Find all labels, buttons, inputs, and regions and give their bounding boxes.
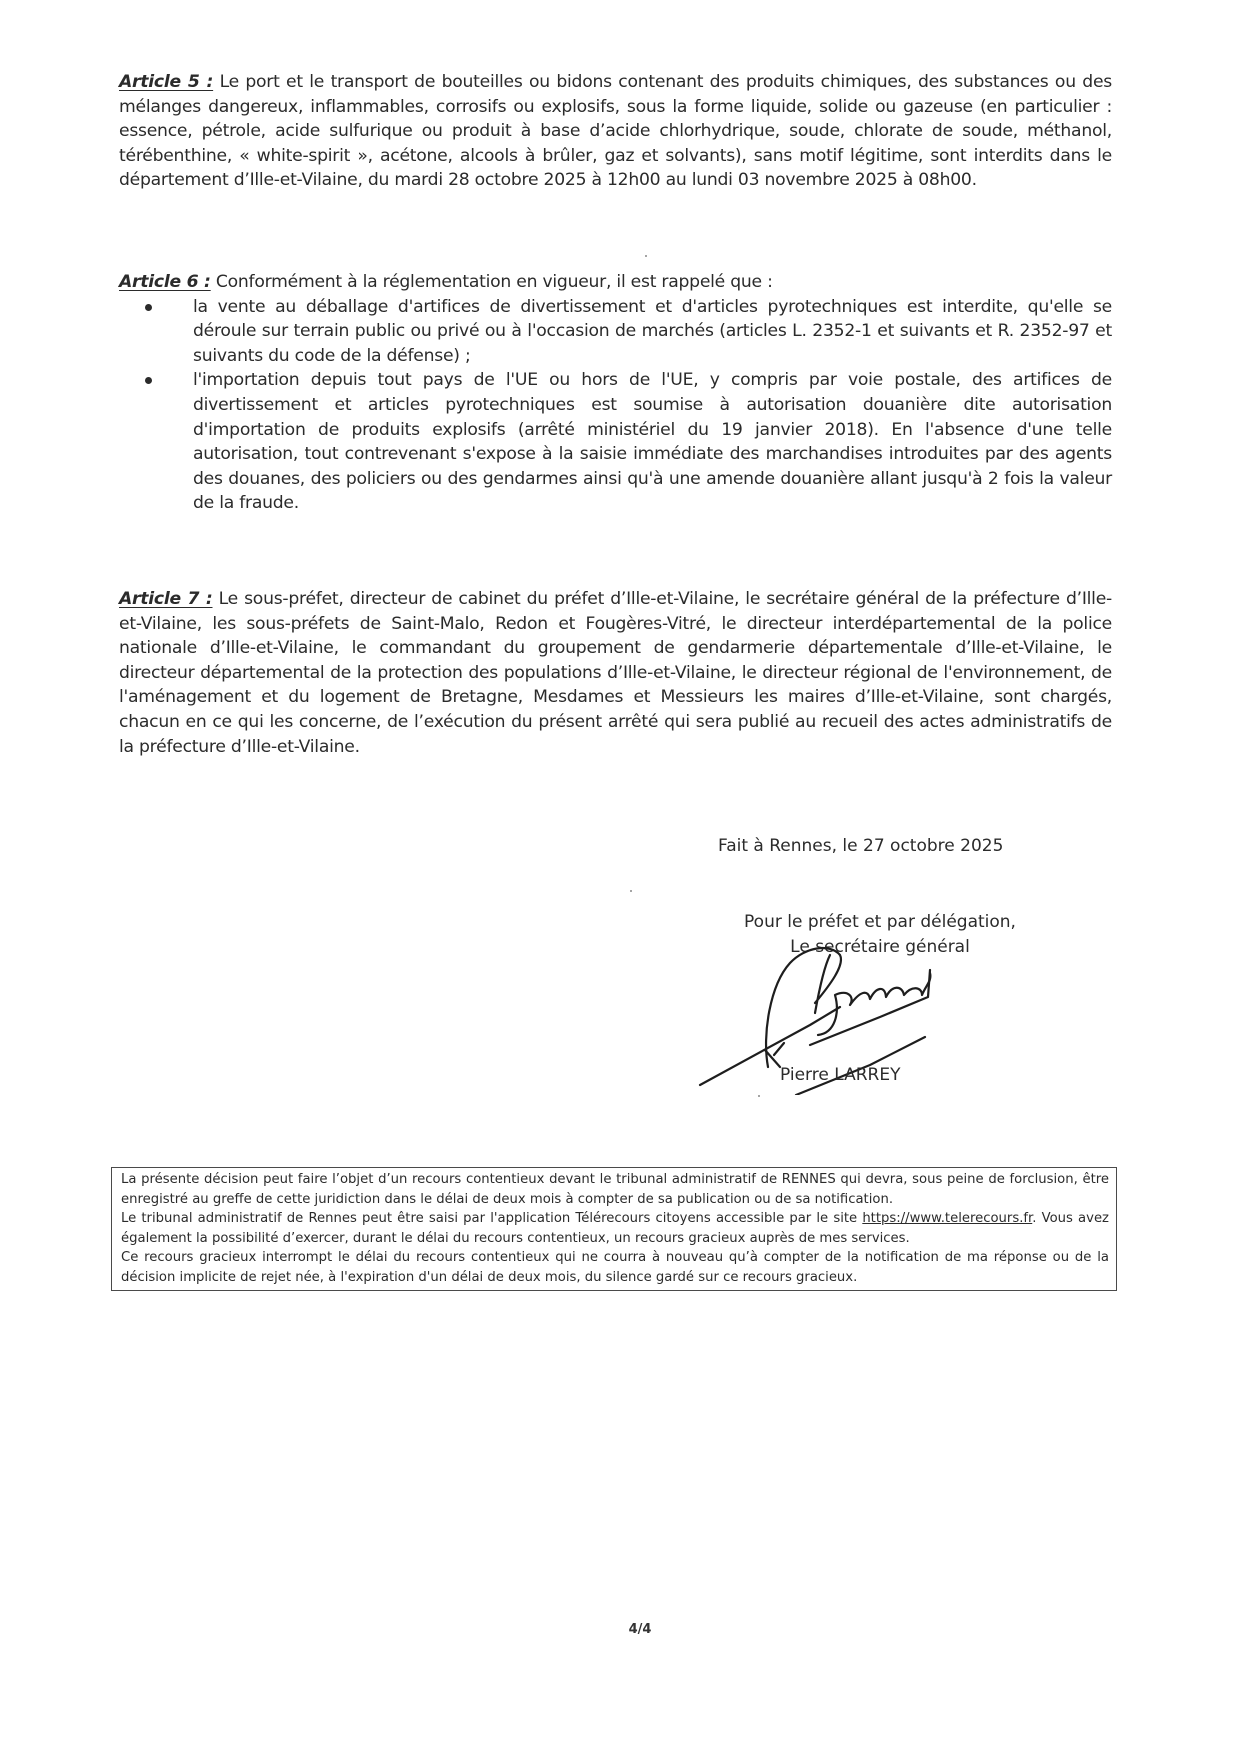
page-number: 4/4	[628, 1622, 652, 1637]
bullet-icon	[145, 304, 152, 311]
bullet-text: l'importation depuis tout pays de l'UE ou hors de l'UE, y compris par voie postale, des artifices de divertissement et articles pyrotechniques est soumise à autorisation douanière dite autorisation d'importation de produits explosifs (arrêté ministériel du 19 janvier 2018). En l'absence d'une telle autorisation, tout contrevenant s'expose à la saisie immédiate des marchandises introduites par des agents des douanes, des policiers ou des gendarmes ainsi qu'à une amende douanière allant jusqu'à 2 fois la valeur de la fraude.	[193, 370, 1112, 514]
recours-notice-box	[111, 1167, 1117, 1291]
article-7-text: Le sous-préfet, directeur de cabinet du préfet d’Ille-et-Vilaine, le secrétaire général de la préfecture d’Ille-et-Vilaine, les sous-préfets de Saint-Malo, Redon et Fougères-Vitré, le directeur interdépartemental de la police nationale d’Ille-et-Vilaine, le commandant du groupement de gendarmerie départementale d’Ille-et-Vilaine, le directeur départemental de la protection des populations d’Ille-et-Vilaine, le directeur régional de l'environnement, de l'aménagement et du logement de Bretagne, Mesdames et Messieurs les maires d’Ille-et-Vilaine, sont chargés, chacun en ce qui les concerne, de l’exécution du présent arrêté qui sera publié au recueil des actes administratifs de la préfecture d’Ille-et-Vilaine.	[119, 589, 1112, 757]
bullet-icon	[145, 377, 152, 384]
scan-speck	[630, 890, 632, 892]
article-6	[119, 270, 1112, 516]
signatory-title: Le secrétaire général	[790, 937, 970, 957]
recours-paragraph: La présente décision peut faire l’objet d’un recours contentieux devant le tribunal administratif de RENNES qui devra, sous peine de forclusion, être enregistré au greffe de cette juridiction dans le délai de deux mois à compter de sa publication ou de sa notification.	[121, 1172, 1109, 1207]
article-6-bullet-list	[119, 295, 1112, 516]
article-6-text: Conformément à la réglementation en vigueur, il est rappelé que :	[210, 272, 773, 292]
article-7-paragraph	[119, 587, 1112, 759]
recours-text: . Vous avez également la possibilité d’exercer, durant le délai du recours contentieux, un recours gracieux auprès de mes services.	[121, 1211, 1109, 1246]
article-5-text: Le port et le transport de bouteilles ou bidons contenant des produits chimiques, des substances ou des mélanges dangereux, inflammables, corrosifs ou explosifs, sous la forme liquide, solide ou gazeuse (en particulier : essence, pétrole, acide sulfurique ou produit à base d’acide chlorhydrique, soude, chlorate de soude, méthanol, térébenthine, « white-spirit », acétone, alcools à brûler, gaz et solvants), sans motif légitime, sont interdits dans le département d’Ille-et-Vilaine, du mardi 28 octobre 2025 à 12h00 au lundi 03 novembre 2025 à 08h00.	[119, 72, 1112, 191]
article-5-label: Article 5 :	[119, 72, 214, 92]
article-7-label: Article 7 :	[119, 589, 213, 609]
list-item	[193, 368, 1112, 516]
scan-speck	[758, 1095, 760, 1097]
article-5-paragraph	[119, 70, 1112, 193]
bullet-text: la vente au déballage d'artifices de divertissement et d'articles pyrotechniques est interdite, qu'elle se déroule sur terrain public ou privé ou à l'occasion de marchés (articles L. 2352-1 et suivants et R. 2352-97 et suivants du code de la défense) ;	[193, 296, 1112, 366]
article-6-intro	[119, 270, 1112, 295]
article-7	[119, 587, 1112, 759]
article-5	[119, 70, 1112, 193]
telerecours-link[interactable]: https://www.telerecours.fr	[862, 1211, 1033, 1226]
place-and-date: Fait à Rennes, le 27 octobre 2025	[718, 836, 1004, 856]
list-item	[193, 295, 1112, 369]
recours-paragraph	[121, 1209, 1109, 1248]
signatory-name: Pierre LARREY	[780, 1065, 901, 1085]
delegation-line: Pour le préfet et par délégation,	[744, 912, 1016, 932]
scan-speck	[645, 255, 647, 257]
recours-paragraph: Ce recours gracieux interrompt le délai du recours contentieux qui ne courra à nouveau qu’à compter de la notification de ma réponse ou de la décision implicite de rejet née, à l'expiration d'un délai de deux mois, du silence gardé sur ce recours gracieux.	[121, 1250, 1109, 1285]
article-6-label: Article 6 :	[119, 272, 211, 292]
recours-text: Le tribunal administratif de Rennes peut être saisi par l'application Télérecours citoyens accessible par le site	[121, 1211, 863, 1226]
